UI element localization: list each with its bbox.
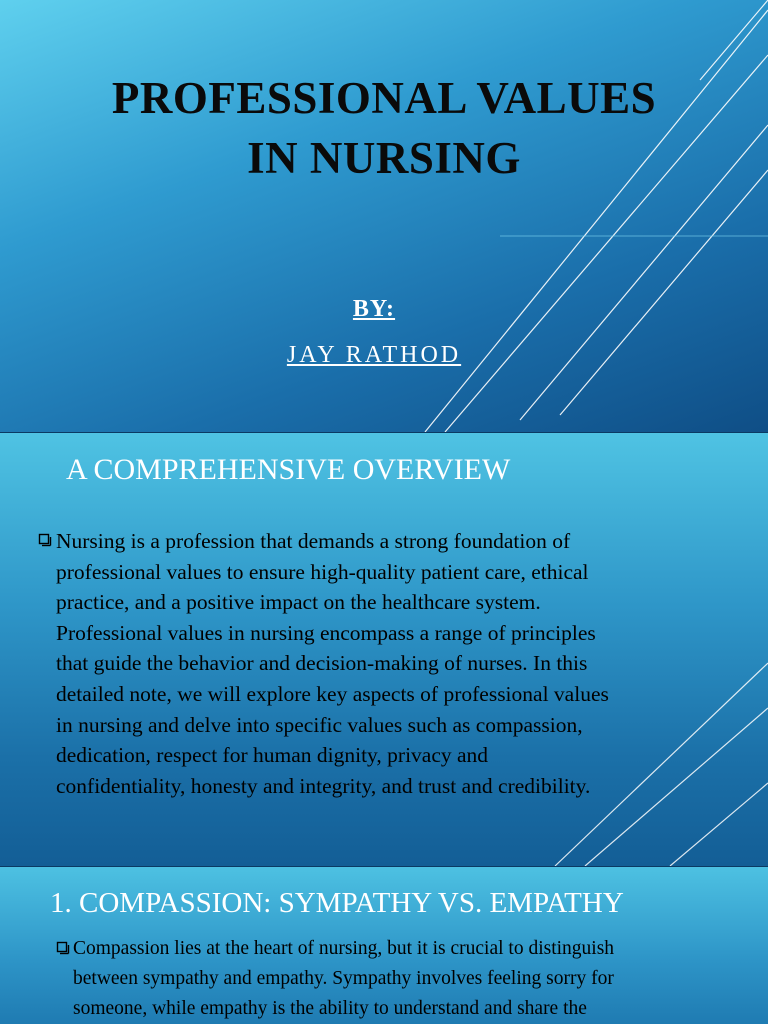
paragraph-line: professional values to ensure high-quality patient care, ethical xyxy=(56,559,589,584)
section-heading: A COMPREHENSIVE OVERVIEW xyxy=(66,453,511,486)
slide-title-line2: IN NURSING xyxy=(247,133,521,183)
compassion-paragraph xyxy=(73,934,763,1024)
paragraph-line: Nursing is a profession that demands a strong foundation of xyxy=(56,529,571,553)
paragraph-line: someone, while empathy is the ability to understand and share the xyxy=(73,998,587,1019)
hollow-square-bullet-icon xyxy=(38,533,52,547)
section-heading: 1. COMPASSION: SYMPATHY VS. EMPATHY xyxy=(50,887,624,919)
paragraph-line: between sympathy and empathy. Sympathy involves feeling sorry for xyxy=(73,968,614,989)
slide-title-line1: PROFESSIONAL VALUES xyxy=(111,73,657,123)
overview-paragraph xyxy=(56,526,766,801)
paragraph-line: that guide the behavior and decision-making of nurses. In this xyxy=(56,651,588,676)
title-slide xyxy=(0,0,768,432)
hollow-square-bullet-icon xyxy=(56,941,70,955)
author-name: JAY RATHOD xyxy=(286,342,462,368)
paragraph-line: dedication, respect for human dignity, privacy and xyxy=(56,743,489,768)
by-label: BY: xyxy=(352,296,396,322)
paragraph-line: Professional values in nursing encompass a range of principles xyxy=(56,620,596,645)
compassion-slide xyxy=(0,867,768,1024)
paragraph-line: in nursing and delve into specific values such as compassion, xyxy=(56,712,583,737)
paragraph-line: detailed note, we will explore key aspects of professional values xyxy=(56,681,609,706)
paragraph-line: confidentiality, honesty and integrity, and trust and credibility. xyxy=(56,773,591,798)
paragraph-line: Compassion lies at the heart of nursing, but it is crucial to distinguish xyxy=(73,938,615,959)
overview-slide xyxy=(0,433,768,866)
paragraph-line: practice, and a positive impact on the healthcare system. xyxy=(56,590,541,615)
